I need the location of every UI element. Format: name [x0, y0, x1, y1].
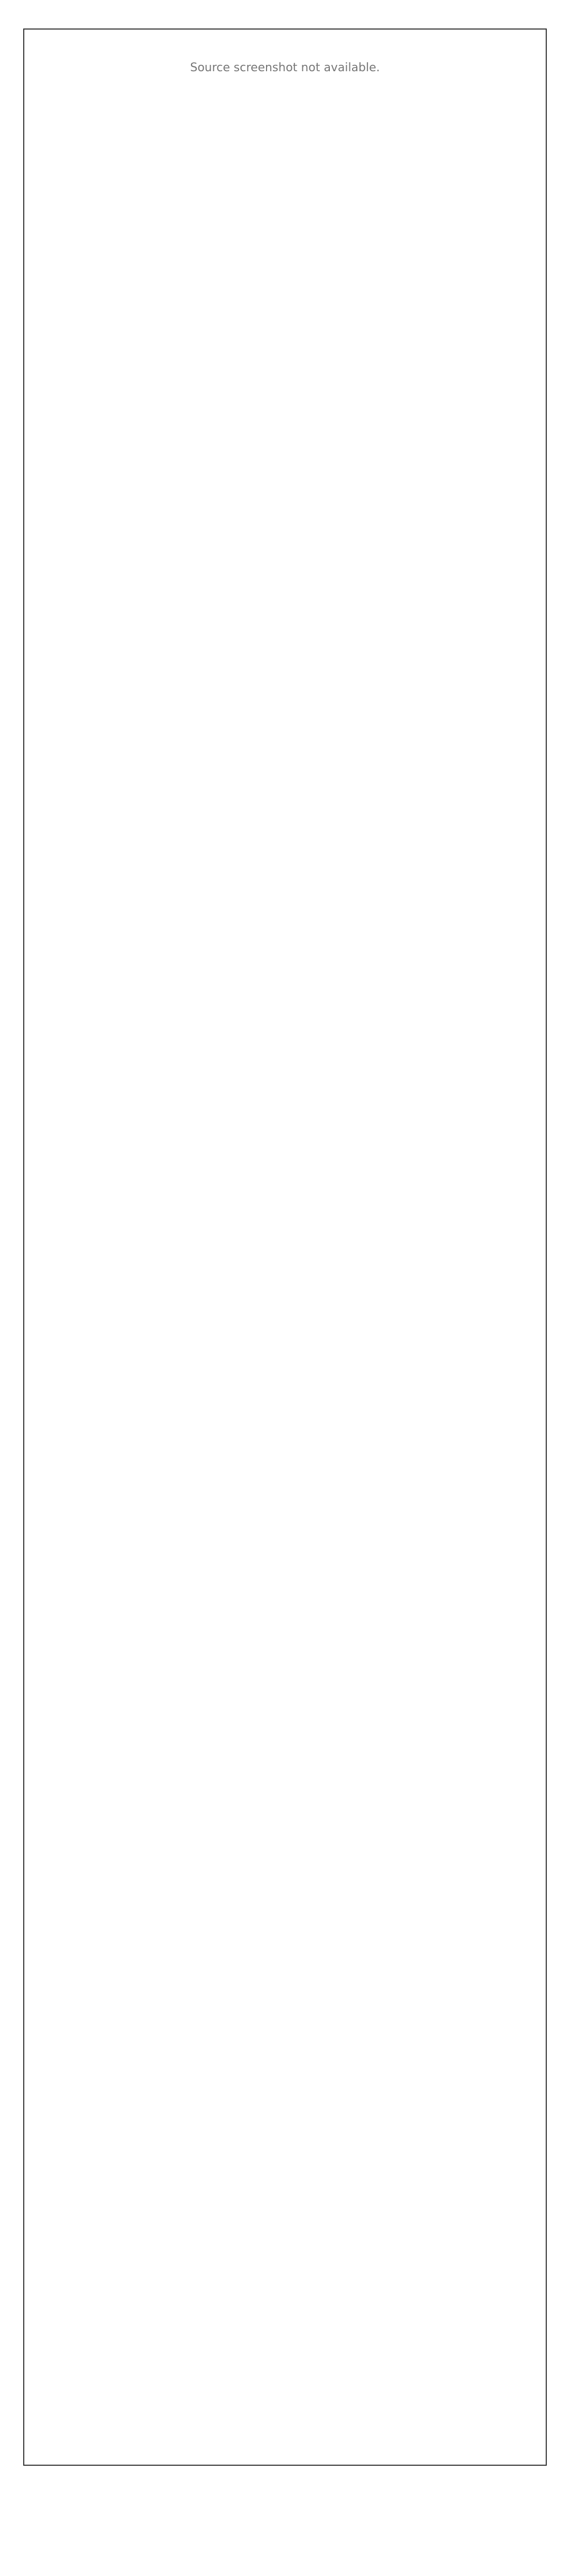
placeholder-text: Source screenshot not available.: [190, 61, 380, 74]
table-placeholder: [23, 28, 547, 2466]
